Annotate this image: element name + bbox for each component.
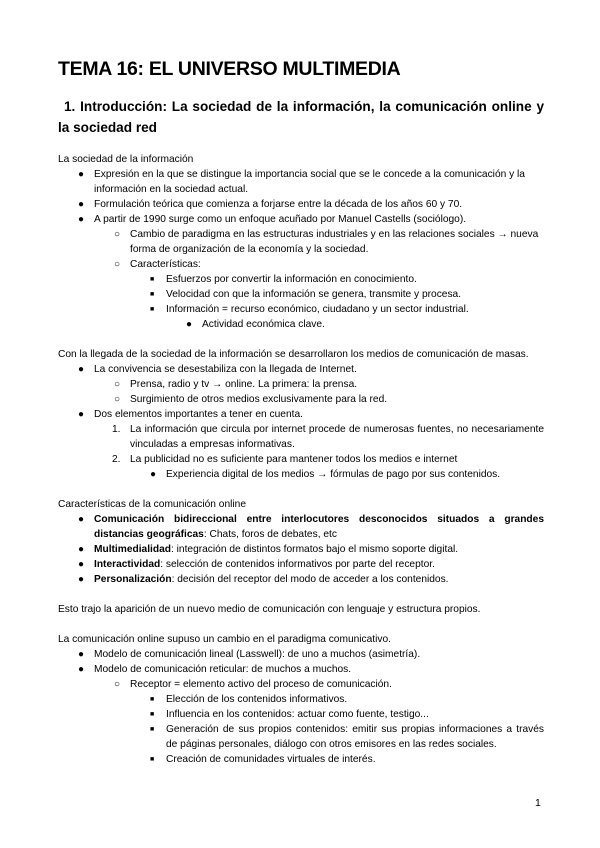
bullet-icon: ● <box>78 199 85 210</box>
list-item: ○ Cambio de paradigma en las estructuras industriales y en las relaciones sociales → nueva forma de organización de la economía y la sociedad. <box>114 229 539 255</box>
section-heading: 1. Introducción: La sociedad de la información, la comunicación online y la sociedad red <box>58 99 544 135</box>
bullet-icon: ● <box>78 214 85 225</box>
square-bullet-icon: ■ <box>150 306 155 313</box>
paragraph: Esto trajo la aparición de un nuevo medio de comunicación con lenguaje y estructura propios. <box>58 604 481 615</box>
bullet-list <box>58 167 544 332</box>
paragraph-heading: La sociedad de la información <box>58 154 194 165</box>
document-title: TEMA 16: EL UNIVERSO MULTIMEDIA <box>58 58 401 80</box>
bullet-icon: ● <box>150 469 157 480</box>
circle-bullet-icon: ○ <box>114 229 121 240</box>
bullet-icon: ● <box>78 649 85 660</box>
bullet-list <box>58 512 544 587</box>
circle-bullet-icon: ○ <box>114 679 121 690</box>
list-number: 2. <box>112 454 121 465</box>
square-bullet-icon: ■ <box>150 726 155 733</box>
list-item: ○ Receptor = elemento activo del proceso de comunicación. <box>114 679 392 690</box>
bullet-icon: ● <box>78 409 85 420</box>
list-item: ● Experiencia digital de los medios → fórmulas de pago por sus contenidos. <box>150 469 501 480</box>
circle-bullet-icon: ○ <box>114 394 121 405</box>
list-item: ● La convivencia se desestabiliza con la llegada de Internet. <box>78 364 357 375</box>
list-item: ● Comunicación bidireccional entre interlocutores desconocidos situados a grandes distancias geográficas: Chats, foros de debates, etc <box>78 514 544 540</box>
list-number: 1. <box>112 424 121 435</box>
list-item: ● Interactividad: selección de contenidos informativos por parte del receptor. <box>78 559 435 570</box>
list-item: ■ Elección de los contenidos informativos. <box>150 694 348 705</box>
square-bullet-icon: ■ <box>150 291 155 298</box>
list-item: ○ Surgimiento de otros medios exclusivamente para la red. <box>114 394 388 405</box>
bullet-icon: ● <box>78 169 85 180</box>
list-item: ● Expresión en la que se distingue la importancia social que se le concede a la comunicación y la información en la sociedad actual. <box>78 169 525 195</box>
bullet-icon: ● <box>78 364 85 375</box>
bullet-icon: ● <box>78 544 85 555</box>
list-item: ● A partir de 1990 surge como un enfoque acuñado por Manuel Castells (sociólogo). <box>78 214 467 225</box>
list-item: ● Multimedialidad: integración de distintos formatos bajo el mismo soporte digital. <box>78 544 459 555</box>
square-bullet-icon: ■ <box>150 276 155 283</box>
list-item: ■ Información = recurso económico, ciudadano y un sector industrial. <box>150 304 469 315</box>
list-item: ■ Generación de sus propios contenidos: emitir sus propias informaciones a través de páginas personales, diálogo con otros emisores en las redes sociales. <box>150 724 544 750</box>
list-item: ○ Prensa, radio y tv → online. La primera: la prensa. <box>114 379 358 390</box>
square-bullet-icon: ■ <box>150 711 155 718</box>
bullet-list <box>58 362 544 482</box>
bullet-icon: ● <box>186 319 193 330</box>
list-item: ● Modelo de comunicación reticular: de muchos a muchos. <box>78 664 352 675</box>
list-item: ■ Influencia en los contenidos: actuar como fuente, testigo... <box>150 709 429 720</box>
bullet-icon: ● <box>78 559 85 570</box>
list-item: ○ Características: <box>114 259 201 270</box>
paragraph: La comunicación online supuso un cambio en el paradigma comunicativo. <box>58 634 391 645</box>
list-item: 2. La publicidad no es suficiente para mantener todos los medios e internet <box>112 454 458 465</box>
list-item: ● Personalización: decisión del receptor del modo de acceder a los contenidos. <box>78 574 449 585</box>
list-item: ■ Velocidad con que la información se genera, transmite y procesa. <box>150 289 462 300</box>
page-number: 1 <box>535 797 541 809</box>
circle-bullet-icon: ○ <box>114 379 121 390</box>
paragraph-heading: Características de la comunicación online <box>58 499 246 510</box>
bullet-icon: ● <box>78 664 85 675</box>
square-bullet-icon: ■ <box>150 756 155 763</box>
list-item: ● Dos elementos importantes a tener en cuenta. <box>78 409 303 420</box>
list-item: 1. La información que circula por internet procede de numerosas fuentes, no necesariamente vinculadas a empresas informativas. <box>112 424 544 450</box>
document-body <box>58 152 544 767</box>
list-item: ● Formulación teórica que comienza a forjarse entre la década de los años 60 y 70. <box>78 199 463 210</box>
bullet-icon: ● <box>78 514 85 525</box>
list-item: ● Modelo de comunicación lineal (Lasswell): de uno a muchos (asimetría). <box>78 649 421 660</box>
circle-bullet-icon: ○ <box>114 259 121 270</box>
square-bullet-icon: ■ <box>150 696 155 703</box>
list-item: ● Actividad económica clave. <box>186 319 325 330</box>
bullet-list <box>58 647 544 767</box>
list-item: ■ Creación de comunidades virtuales de interés. <box>150 754 376 765</box>
list-item: ■ Esfuerzos por convertir la información en conocimiento. <box>150 274 417 285</box>
paragraph: Con la llegada de la sociedad de la información se desarrollaron los medios de comunicación de masas. <box>58 349 529 360</box>
bullet-icon: ● <box>78 574 85 585</box>
